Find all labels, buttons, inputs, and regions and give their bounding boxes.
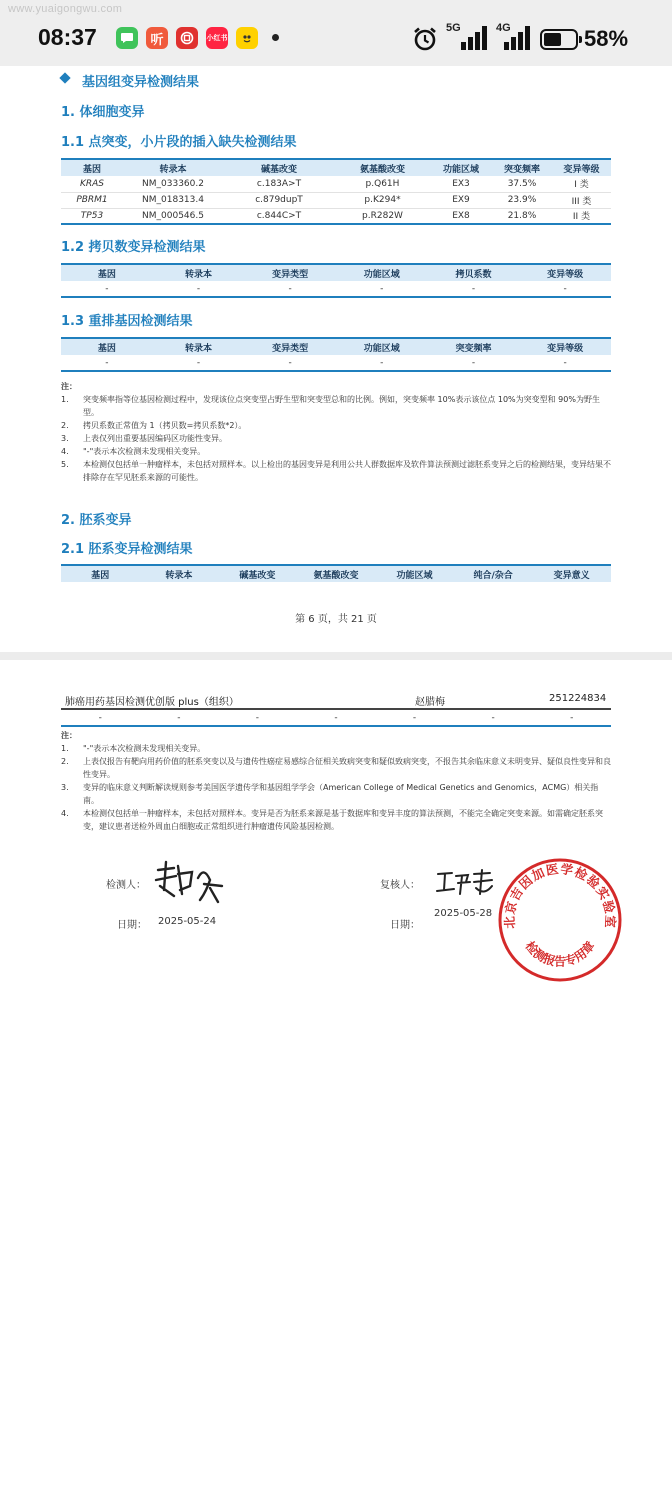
cell-transcript: NM_018313.4 — [123, 192, 223, 208]
cell-frequency: 21.8% — [492, 208, 552, 224]
cell-gene: TP53 — [61, 208, 123, 224]
table-row — [61, 710, 611, 726]
heading-germline-results: 2.1 胚系变异检测结果 — [61, 542, 193, 557]
cell: - — [297, 710, 376, 726]
note-item: 2. 拷贝系数正常值为 1（拷贝数=拷贝系数*2）。 — [61, 421, 247, 430]
reviewer-date-label: 日期： — [390, 920, 420, 931]
heading-somatic: 1. 体细胞变异 — [61, 105, 145, 120]
seal-top-text: 北京吉因加医学检验实验室 — [501, 861, 619, 930]
cell: - — [61, 710, 140, 726]
cell-aa-change: p.R282W — [335, 208, 430, 224]
col-aa-change: 氨基酸改变 — [335, 159, 430, 176]
table-header-row — [61, 159, 611, 176]
fusion-table — [61, 337, 611, 372]
tester-date-label: 日期： — [117, 920, 147, 931]
product-name: 肺癌用药基因检测优创版 plus（组织） — [65, 697, 239, 708]
note-item: 4. "-"表示本次检测未发现相关变异。 — [61, 447, 206, 456]
xiaohongshu-app-icon: 小红书 — [206, 27, 228, 49]
col-gene: 基因 — [61, 338, 153, 355]
col-grade: 变异等级 — [552, 159, 611, 176]
col-gene: 基因 — [61, 264, 153, 281]
cell-transcript: NM_033360.2 — [123, 176, 223, 192]
svg-text:北京吉因加医学检验实验室 — [502, 861, 619, 929]
col-region: 功能区域 — [336, 338, 428, 355]
col-transcript: 转录本 — [153, 338, 245, 355]
cell-grade: II 类 — [552, 208, 611, 224]
battery-percent: 58% — [584, 26, 629, 51]
section-diamond-icon — [59, 72, 70, 83]
notes-block-2 — [61, 729, 611, 833]
ting-app-icon: 听 — [146, 27, 168, 49]
snv-table — [61, 158, 611, 225]
heading-fusion: 1.3 重排基因检测结果 — [61, 314, 193, 329]
col-region: 功能区域 — [336, 264, 428, 281]
reviewer-date: 2025-05-28 — [434, 908, 493, 919]
col-frequency: 突变频率 — [492, 159, 552, 176]
table-header-row — [61, 338, 611, 355]
battery-icon — [540, 29, 578, 50]
watermark-text: www.yuaigongwu.com — [8, 3, 123, 15]
more-notifications-dot — [272, 34, 279, 41]
col-significance: 变异意义 — [532, 565, 611, 582]
col-variant-type: 变异类型 — [244, 338, 336, 355]
col-frequency: 突变频率 — [428, 338, 520, 355]
table-header-row — [61, 264, 611, 281]
col-transcript: 转录本 — [123, 159, 223, 176]
cell-transcript: NM_000546.5 — [123, 208, 223, 224]
table-row — [61, 208, 611, 224]
germline-table-body — [61, 710, 611, 727]
cell: - — [153, 355, 245, 371]
clock: 08:37 — [38, 24, 97, 50]
cell-gene: KRAS — [61, 176, 123, 192]
cell: - — [454, 710, 533, 726]
signal-5g-bars-icon — [455, 26, 489, 50]
tester-label: 检测人： — [106, 880, 146, 891]
note-item: 3. 上表仅列出重要基因编码区功能性变异。 — [61, 434, 227, 443]
cell: - — [532, 710, 611, 726]
cell-base-change: c.879dupT — [223, 192, 335, 208]
patient-name: 赵腊梅 — [415, 697, 445, 708]
cell-base-change: c.183A>T — [223, 176, 335, 192]
cell: - — [244, 355, 336, 371]
col-grade: 变异等级 — [519, 338, 611, 355]
cell: - — [218, 710, 297, 726]
col-zygosity: 纯合/杂合 — [454, 565, 533, 582]
cell-grade: III 类 — [552, 192, 611, 208]
cell-region: EX3 — [430, 176, 492, 192]
bank-app-icon — [176, 27, 198, 49]
alarm-icon — [412, 26, 438, 52]
note-item: 1. "-"表示本次检测未发现相关变异。 — [61, 744, 206, 753]
tester-date: 2025-05-24 — [158, 916, 217, 927]
page-number: 第 6 页，共 21 页 — [295, 614, 377, 625]
page-header — [61, 690, 611, 710]
col-region: 功能区域 — [430, 159, 492, 176]
table-row — [61, 355, 611, 371]
page-separator — [0, 652, 672, 660]
notes-title: 注： — [61, 731, 77, 740]
cell: - — [336, 281, 428, 297]
note-item: 3. 变异的临床意义判断解读规则参考美国医学遗传学和基因组学学会（American College of Medical Genetics and Genomics，ACMG）相关指南。 — [61, 783, 599, 805]
cell-region: EX9 — [430, 192, 492, 208]
tester-signature — [152, 856, 228, 904]
cell: - — [336, 355, 428, 371]
cell: - — [153, 281, 245, 297]
signal-4g-label: 4G — [496, 22, 511, 34]
col-copy-coef: 拷贝系数 — [428, 264, 520, 281]
note-item: 1. 突变频率指等位基因检测过程中，发现该位点突变型占野生型和突变型总和的比例。例如，突变频率 10%表示该位点 10%为突变型和 90%为野生型。 — [61, 395, 600, 417]
notes-title: 注： — [61, 382, 77, 391]
col-variant-type: 变异类型 — [244, 264, 336, 281]
official-seal — [497, 857, 623, 983]
cnv-table — [61, 263, 611, 298]
cell: - — [244, 281, 336, 297]
signal-5g-label: 5G — [446, 22, 461, 34]
col-transcript: 转录本 — [140, 565, 219, 582]
cell-grade: I 类 — [552, 176, 611, 192]
col-transcript: 转录本 — [153, 264, 245, 281]
status-bar — [0, 0, 672, 66]
cell-region: EX8 — [430, 208, 492, 224]
svg-text:检测报告专用章 — [522, 938, 597, 968]
cell-aa-change: p.K294* — [335, 192, 430, 208]
table-row — [61, 281, 611, 297]
heading-cnv: 1.2 拷贝数变异检测结果 — [61, 240, 206, 255]
note-item: 5. 本检测仅包括单一肿瘤样本，未包括对照样本。以上检出的基因变异是利用公共人群数据库及软件算法预测过滤胚系变异之后的检测结果，变异结果不排除存在罕见胚系来源的可能性。 — [61, 460, 611, 482]
sample-id: 251224834 — [549, 693, 607, 704]
col-gene: 基因 — [61, 565, 140, 582]
cell: - — [428, 281, 520, 297]
note-item: 2. 上表仅报告有靶向用药价值的胚系突变以及与遗传性癌症易感综合征相关致病突变和疑似致病突变，不报告其余临床意义未明变异、疑似良性变异和良性变异。 — [61, 757, 611, 779]
heading-germline: 2. 胚系变异 — [61, 513, 132, 528]
cell: - — [519, 281, 611, 297]
reviewer-label: 复核人： — [380, 880, 420, 891]
table-row — [61, 176, 611, 192]
cell: - — [428, 355, 520, 371]
col-gene: 基因 — [61, 159, 123, 176]
cell: - — [140, 710, 219, 726]
cell-frequency: 37.5% — [492, 176, 552, 192]
seal-bottom-text: 检测报告专用章 — [522, 938, 598, 969]
table-row — [61, 192, 611, 208]
col-region: 功能区域 — [375, 565, 454, 582]
notes-block-1 — [61, 380, 611, 484]
cell-frequency: 23.9% — [492, 192, 552, 208]
cell: - — [375, 710, 454, 726]
col-base-change: 碱基改变 — [218, 565, 297, 582]
col-aa-change: 氨基酸改变 — [297, 565, 376, 582]
cell: - — [519, 355, 611, 371]
cell: - — [61, 355, 153, 371]
heading-snv-indel: 1.1 点突变，小片段的插入缺失检测结果 — [61, 135, 297, 150]
meituan-app-icon — [236, 27, 258, 49]
note-item: 4. 本检测仅包括单一肿瘤样本，未包括对照样本。变异是否为胚系来源是基于数据库和变异丰度的算法预测，不能完全确定突变来源。如需确定胚系突变，建议患者送检外周血白细胞或正常组织进行肿瘤遗传风险基因检测。 — [61, 809, 603, 831]
col-base-change: 碱基改变 — [223, 159, 335, 176]
message-app-icon — [116, 27, 138, 49]
cell-aa-change: p.Q61H — [335, 176, 430, 192]
col-grade: 变异等级 — [519, 264, 611, 281]
germline-table-header — [61, 564, 611, 582]
signal-4g-bars-icon — [498, 26, 532, 50]
cell: - — [61, 281, 153, 297]
table-header-row — [61, 565, 611, 582]
section-title: 基因组变异检测结果 — [82, 75, 200, 90]
reviewer-signature — [434, 868, 496, 898]
cell-base-change: c.844C>T — [223, 208, 335, 224]
cell-gene: PBRM1 — [61, 192, 123, 208]
